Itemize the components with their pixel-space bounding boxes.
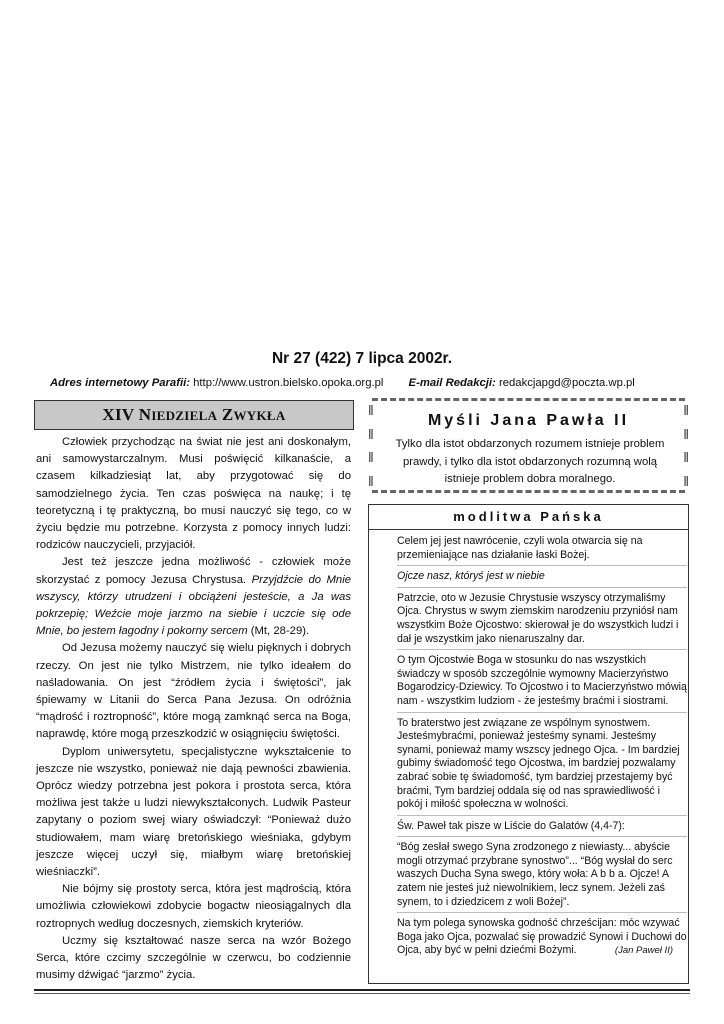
pope-thoughts-box — [368, 398, 689, 493]
email-address[interactable]: redakcjapgd@poczta.wp.pl — [498, 377, 635, 389]
sunday-title: XIV NIEDZIELA ZWYKŁA — [34, 400, 354, 430]
prayer-block: Celem jej jest nawrócenie, czyli wola otwarcia się na przemieniające nas działanie łaski Bożej. — [397, 534, 687, 566]
sunday-article — [36, 434, 351, 985]
lords-prayer-title: modlitwa Pańska — [453, 509, 604, 524]
prayer-block: Patrzcie, oto w Jezusie Chrystusie wszyscy otrzymaliśmy Ojca. Chrystus w swym ziemskim narodzeniu przyniósł nam wszystkim Boże Ojcostwo: skierował je do wszystkich ludzi i dał je wszystkim jako nienaruszalny dar. — [397, 591, 687, 650]
lords-prayer-box — [368, 504, 689, 984]
parish-url[interactable]: http://www.ustron.bielsko.opoka.org.pl — [193, 377, 384, 389]
prayer-block: Św. Paweł tak pisze w Liście do Galatów (4,4-7): — [397, 819, 687, 838]
article-paragraph: Człowiek przychodząc na świat nie jest ani doskonałym, ani samowystarczalnym. Musi poświęcić kilkanaście, a czasem kilkadziesiąt lat, aby przygotować się do samodzielnego życia. Ten czas poświęca na naukę; i tę teoretyczną i tę praktyczną, bo musi nauczyć się tego, co w życiu będzie mu potrzebne. Korzysta z pomocy innych ludzi: rodziców nauczycieli, przyjaciół. — [36, 436, 351, 552]
article-paragraph: Od Jezusa możemy nauczyć się wielu pięknych i dobrych rzeczy. On jest nie tylko Mistrzem, nie tylko ideałem do naśladowania. On jest “źródłem życia i świętości”, jak śpiewamy w Litanii do Serca Pana Jezusa. On odróżnia “mądrość i roztropność”, które mogą zamknąć serca na Boga, naprawdę, które mogą przeszkodzić w osiągnięciu świętości. — [36, 642, 351, 741]
prayer-block: Na tym polega synowska godność chrześcijan: móc wzywać Boga jako Ojca, pozwalać się prowadzić Synowi i Duchowi do Ojca, aby być w pełni dziećmi Bożymi. (Jan Paweł II) — [397, 917, 687, 957]
prayer-block: To braterstwo jest związane ze wspólnym synostwem. Jesteśmybraćmi, ponieważ jesteśmy synami. Jesteśmy synami, ponieważ mamy wszscy jednego Ojca. - Im bardziej gubimy świadomość tego Ojcostwa, im bardziej pozwalamy zabrać sobie tę świadomość, tym bardziej przestajemy być braćmi, Tym bardziej oddala się od nas sprawiedliwość i pokój i miłość społeczna w wolności. — [397, 716, 687, 816]
title-divider — [368, 529, 689, 530]
footer-rule — [34, 989, 690, 991]
prayer-block: “Bóg zesłał swego Syna zrodzonego z niewiasty... abyście mogli otrzymać przybrane synostwo”... “Bóg wysłał do serc waszych Ducha Syna swego, który woła: A b b a. Ojcze! A zatem nie jesteś już niewolnikiem, lecz synem. Jeżeli zaś synem, to i dziedzicem z woli Bożej”. — [397, 840, 687, 913]
lords-prayer-body — [397, 534, 687, 964]
prayer-block: O tym Ojcostwie Boga w stosunku do nas wszystkich świadczy w sposób szczególnie wymowny Macierzyństwo Bogarodzicy-Dziewicy. To Ojcostwo i to Macierzyństwo mówią nam - wszystkim ludziom - że jesteśmy braćmi i siostrami. — [397, 653, 687, 712]
dashed-border-top — [372, 398, 685, 401]
border-left-glyphs: ǁ ǁ ǁ ǁ — [368, 401, 374, 490]
border-right-glyphs: ǁ ǁ ǁ ǁ — [683, 401, 689, 490]
address-line — [50, 377, 690, 389]
issue-title: Nr 27 (422) 7 lipca 2002r. — [271, 350, 453, 367]
article-paragraph: Dyplom uniwersytetu, specjalistyczne wykształcenie to jeszcze nie wszystko, ponieważ nie dają pewności zbawienia. Oprócz wiedzy potrzebna jest pokora i prostota serca, która możliwa jest także u ludzi niewykształconych. Ludwik Pasteur zapytany o poziom swej wiary oświadczył: “Ponieważ dużo studiowałem, mam wiarę bretońskiego wieśniaka, gdybym jeszcze więcej uczył się, miałbym wiarę bretońskiej wieśniaczki”. — [36, 745, 351, 879]
dashed-border-bottom — [372, 490, 685, 493]
article-paragraph: Nie bójmy się prostoty serca, która jest mądrością, która umożliwia człowiekowi zdobycie bogactw nieosiągalnych dla roztropnych według doczesnych, ziemskich kryteriów. — [36, 883, 351, 930]
pope-thoughts-text: Tylko dla istot obdarzonych rozumem istnieje problem prawdy, i tylko dla istot obdarzonych rozumną wolą istnieje problem dobra moralnego. — [395, 438, 665, 485]
pope-thoughts-title: Myśli Jana Pawła II — [427, 412, 630, 429]
signature: (Jan Paweł II) — [614, 945, 673, 957]
article-paragraph: Uczmy się kształtować nasze serca na wzór Bożego Serca, które czcimy szczególnie w czerwcu, bo codziennie musimy dźwigać “jarzmo” życia. — [36, 934, 351, 982]
email-label: E-mail Redakcji: — [408, 377, 496, 389]
address-label: Adres internetowy Parafii: — [50, 377, 190, 389]
prayer-verse: Ojcze nasz, któryś jest w niebie — [397, 569, 687, 588]
footer-rule-thin — [34, 993, 690, 994]
article-paragraph: Jest też jeszcze jedna możliwość - człowiek może skorzystać z pomocy Jezusa Chrystusa. Przyjdźcie do Mnie wszyscy, którzy utrudzeni i obciążeni jesteście, a Ja was pokrzepię; Weźcie moje jarzmo na siebie i uczcie się ode Mnie, bo jestem łagodny i pokorny sercem (Mt, 28-29). — [36, 556, 351, 638]
